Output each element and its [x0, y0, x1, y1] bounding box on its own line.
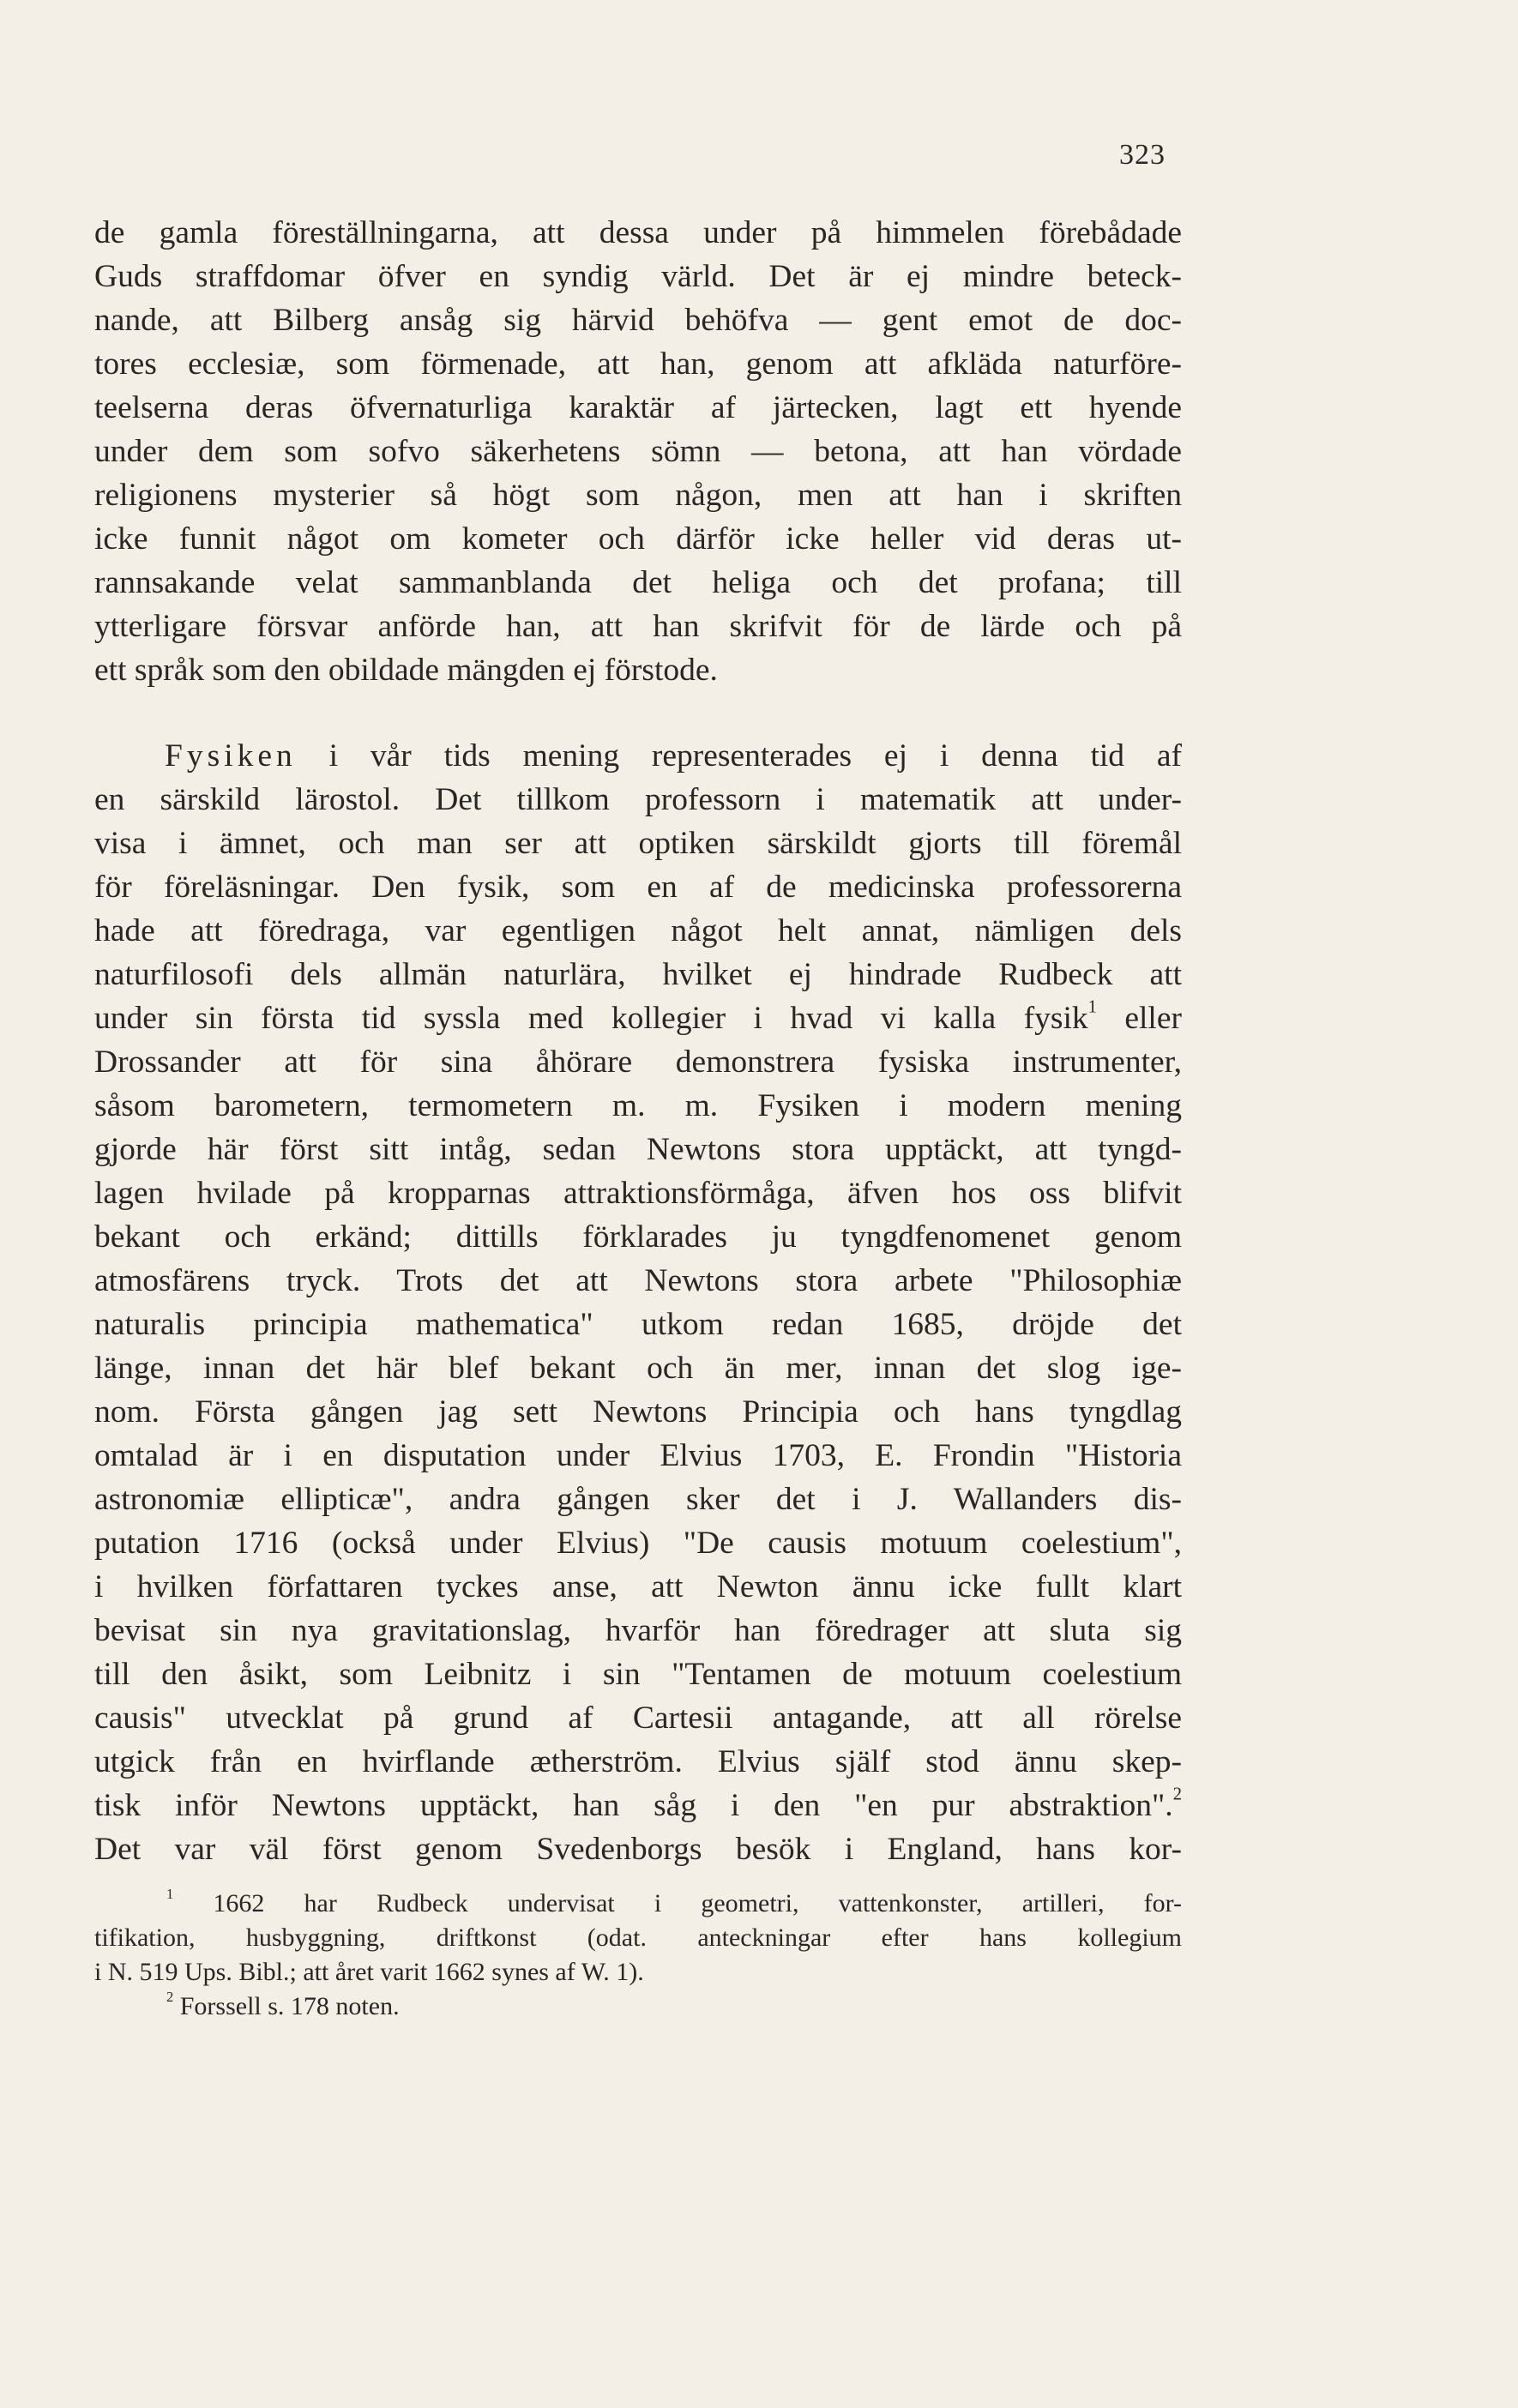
- text-fragment: i vår tids mening representerades ej i denna tid af: [296, 738, 1182, 774]
- text-line: lagen hvilade på kropparnas attraktionsförmåga, äfven hos oss blifvit: [94, 1176, 1182, 1211]
- text-line: en särskild lärostol. Det tillkom professorn i matematik att under-: [94, 782, 1182, 817]
- text-line: religionens mysterier så högt som någon, men att han i skriften: [94, 478, 1182, 513]
- footnote-mark: 2: [166, 1989, 174, 2006]
- text-line: causis" utvecklat på grund af Cartesii antagande, att all rörelse: [94, 1701, 1182, 1736]
- text-fragment: 1662 har Rudbeck undervisat i geometri, vattenkonster, artilleri, for-: [173, 1889, 1182, 1917]
- text-line: Guds straffdomar öfver en syndig värld. Det är ej mindre beteck-: [94, 259, 1182, 294]
- text-line: för föreläsningar. Den fysik, som en af de medicinska professorerna: [94, 870, 1182, 905]
- text-line: bevisat sin nya gravitationslag, hvarför han föredrager att sluta sig: [94, 1613, 1182, 1648]
- text-line: ytterligare försvar anförde han, att han skrifvit för de lärde och på: [94, 609, 1182, 644]
- text-line: omtalad är i en disputation under Elvius 1703, E. Frondin "Historia: [94, 1438, 1182, 1473]
- text-line: länge, innan det här blef bekant och än mer, innan det slog ige-: [94, 1351, 1182, 1386]
- footnotes: [94, 1887, 1182, 2024]
- text-line: visa i ämnet, och man ser att optiken särskildt gjorts till föremål: [94, 826, 1182, 861]
- text-line: de gamla föreställningarna, att dessa under på himmelen förebådade: [94, 215, 1182, 250]
- text-line: gjorde här först sitt intåg, sedan Newtons stora upptäckt, att tyngd-: [94, 1132, 1182, 1167]
- text-line: till den åsikt, som Leibnitz i sin "Tentamen de motuum coelestium: [94, 1657, 1182, 1692]
- text-fragment: Forssell s. 178 noten.: [173, 1992, 400, 2020]
- footnote-line: tifikation, husbyggning, driftkonst (odat. anteckningar efter hans kollegium: [94, 1923, 1182, 1952]
- emphasized-word: Fysiken: [165, 738, 297, 774]
- footnote-line: i N. 519 Ups. Bibl.; att året varit 1662 synes af W. 1).: [94, 1958, 644, 1986]
- text-line: hade att föredraga, var egentligen något helt annat, nämligen dels: [94, 913, 1182, 948]
- text-line: rannsakande velat sammanblanda det heliga och det profana; till: [94, 565, 1182, 600]
- text-line: Det var väl först genom Svedenborgs besök i England, hans kor-: [94, 1832, 1182, 1867]
- text-fragment: tisk inför Newtons upptäckt, han såg i den "en pur abstraktion".: [94, 1788, 1173, 1823]
- text-line: naturfilosofi dels allmän naturlära, hvilket ej hindrade Rudbeck att: [94, 957, 1182, 992]
- footnote-line: [94, 1887, 1182, 1921]
- text-line: utgick från en hvirflande ætherström. Elvius själf stod ännu skep-: [94, 1744, 1182, 1779]
- text-line: teelserna deras öfvernaturliga karaktär af järtecken, lagt ett hyende: [94, 390, 1182, 425]
- text-fragment: under sin första tid syssla med kollegier i hvad vi kalla fysik: [94, 1001, 1088, 1036]
- page-number: 323: [1119, 139, 1166, 171]
- text-line-with-note: [94, 996, 1182, 1040]
- text-fragment: eller: [1096, 1001, 1182, 1036]
- text-line: under dem som sofvo säkerhetens sömn — betona, att han vördade: [94, 434, 1182, 469]
- footnote-1: [94, 1887, 1182, 1990]
- text-line-first: [94, 734, 1182, 778]
- text-line: bekant och erkänd; dittills förklarades ju tyngdfenomenet genom: [94, 1219, 1182, 1255]
- paragraph-1: [94, 211, 1182, 692]
- text-line: Drossander att för sina åhörare demonstrera fysiska instrumenter,: [94, 1044, 1182, 1080]
- text-line: atmosfärens tryck. Trots det att Newtons stora arbete "Philosophiæ: [94, 1263, 1182, 1298]
- text-line: nom. Första gången jag sett Newtons Principia och hans tyngdlag: [94, 1394, 1182, 1430]
- footnote-line: [94, 1990, 1182, 2024]
- text-line-with-note: [94, 1784, 1182, 1827]
- footnote-mark: 1: [166, 1886, 174, 1903]
- text-line: tores ecclesiæ, som förmenade, att han, genom att afkläda naturföre-: [94, 346, 1182, 382]
- text-line: i hvilken författaren tyckes anse, att Newton ännu icke fullt klart: [94, 1569, 1182, 1604]
- paragraph-2: [94, 734, 1182, 1871]
- footnote-2: [94, 1990, 1182, 2024]
- footnote-reference[interactable]: 1: [1087, 997, 1097, 1017]
- text-line: ett språk som den obildade mängden ej förstode.: [94, 653, 718, 688]
- text-line: såsom barometern, termometern m. m. Fysiken i modern mening: [94, 1088, 1182, 1123]
- text-line: icke funnit något om kometer och därför icke heller vid deras ut-: [94, 521, 1182, 557]
- text-line: naturalis principia mathematica" utkom redan 1685, dröjde det: [94, 1307, 1182, 1342]
- text-line: astronomiæ ellipticæ", andra gången sker det i J. Wallanders dis-: [94, 1482, 1182, 1517]
- text-line: putation 1716 (också under Elvius) "De causis motuum coelestium",: [94, 1526, 1182, 1561]
- text-line: nande, att Bilberg ansåg sig härvid behöfva — gent emot de doc-: [94, 303, 1182, 338]
- footnote-reference[interactable]: 2: [1172, 1785, 1182, 1804]
